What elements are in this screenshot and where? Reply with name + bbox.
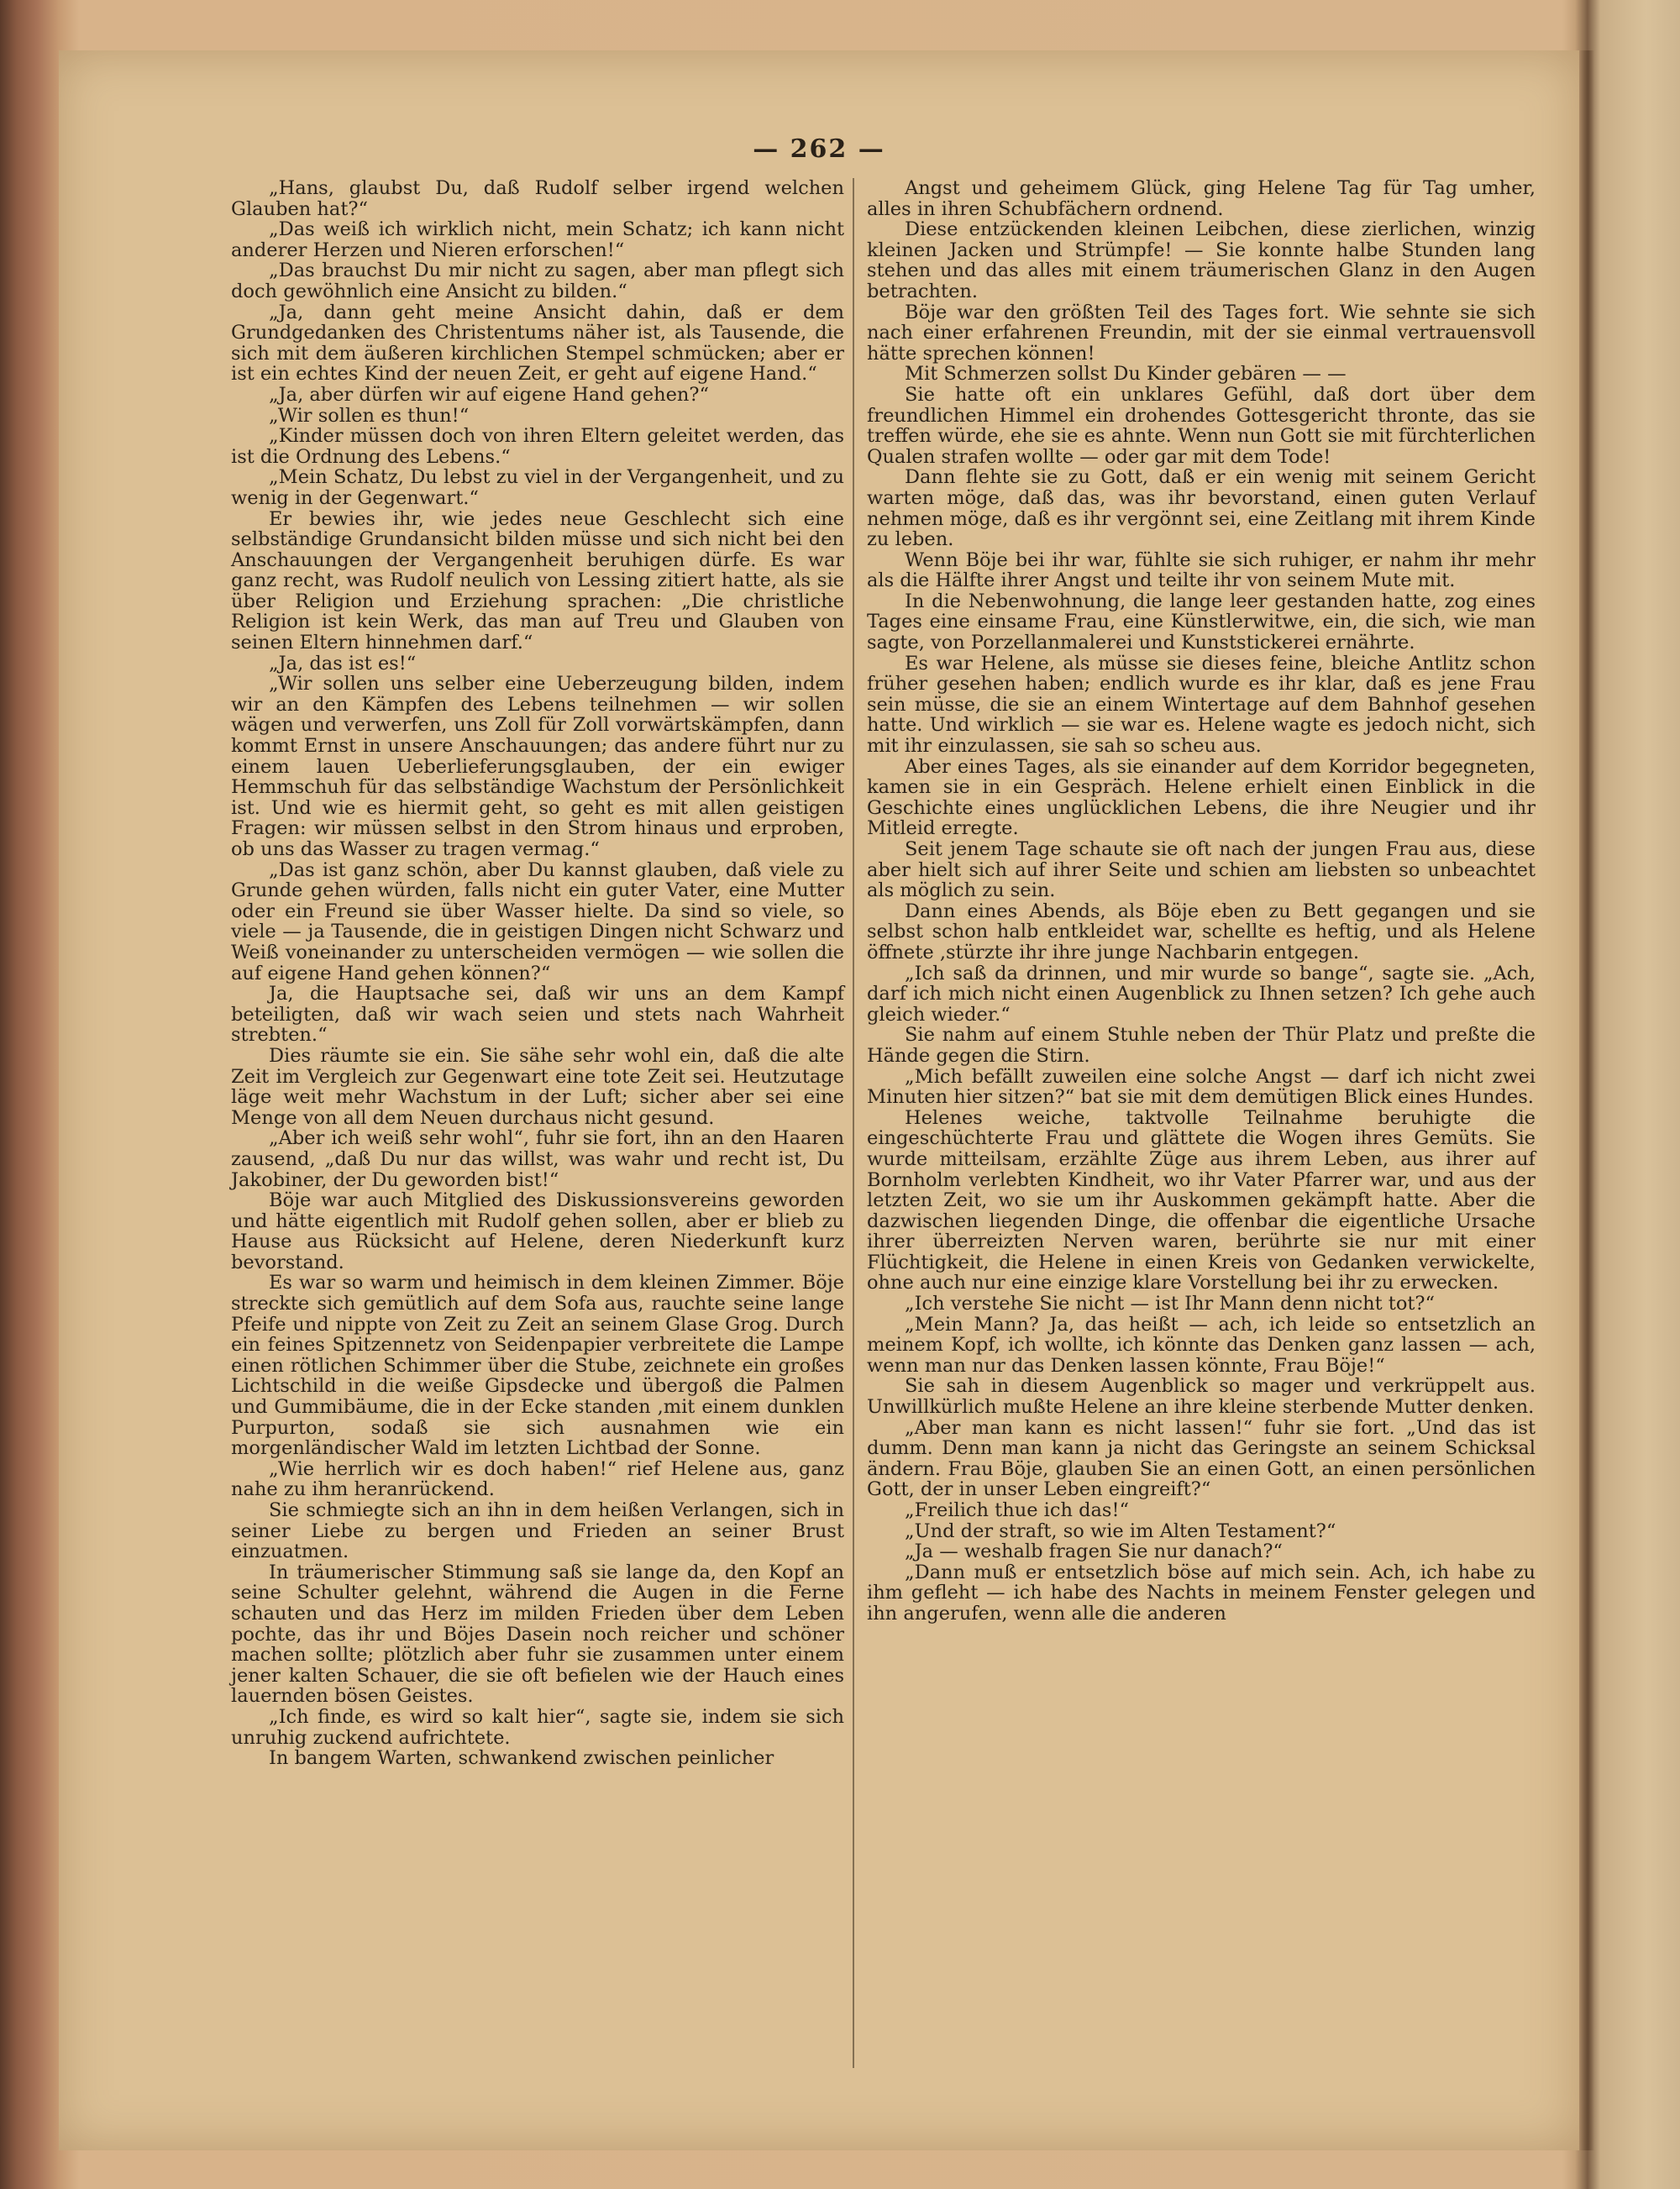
paragraph: „Ich finde, es wird so kalt hier“, sagte sie, indem sie sich unruhig zuckend aufrichtete. xyxy=(231,1705,844,1749)
paragraph: Böje war den größten Teil des Tages fort. Wie sehnte sie sich nach einer erfahrenen Freundin, mit der sie einmal vertrauensvoll hätte sprechen können! xyxy=(867,301,1536,365)
page-gutter xyxy=(1579,50,1594,2150)
paragraph: Diese entzückenden kleinen Leibchen, diese zierlichen, winzig kleinen Jacken und Strümpfe! — Sie konnte halbe Stunden lang stehen und das alles mit einem träumerischen Glanz in den Augen betrachten. xyxy=(867,218,1536,302)
paragraph: „Dann muß er entsetzlich böse auf mich sein. Ach, ich habe zu ihm gefleht — ich habe des Nachts in meinem Fenster gelegen und ihn angerufen, wenn alle die anderen xyxy=(867,1561,1536,1625)
paragraph: „Ich verstehe Sie nicht — ist Ihr Mann denn nicht tot?“ xyxy=(905,1293,1435,1315)
paragraph: „Ja — weshalb fragen Sie nur danach?“ xyxy=(905,1541,1283,1563)
paragraph: Helenes weiche, taktvolle Teilnahme beruhigte die eingeschüchterte Frau und glättete die Wogen ihres Gemüts. Sie wurde mitteilsam, erzählte Züge aus ihrem Leben, aus ihrer auf Bornholm verlebten Kindheit, wo ihr Vater Pfarrer war, und aus der letzten Zeit, wo sie um ihr Auskommen gekämpft hatte. Aber die dazwischen liegenden Dinge, die offenbar die eigentliche Ursache ihrer überreizten Nerven waren, berührte sie nur mit einer Flüchtigkeit, die Helene in einen Kreis von Gedanken verwickelte, ohne auch nur eine einzige klare Vorstellung bei ihr zu erwecken. xyxy=(867,1106,1536,1294)
paragraph: In träumerischer Stimmung saß sie lange da, den Kopf an seine Schulter gelehnt, während die Augen in die Ferne schauten und das Herz im milden Frieden über dem Leben pochte, das ihr und Böjes Dasein noch reicher und schöner machen sollte; plötzlich aber fuhr sie zusammen unter einem jener kalten Schauer, die sie oft befielen wie der Hauch eines lauernden bösen Geistes. xyxy=(231,1561,844,1708)
newspaper-page xyxy=(59,50,1579,2150)
paragraph: Es war Helene, als müsse sie dieses feine, bleiche Antlitz schon früher gesehen haben; endlich wurde es ihr klar, daß es jene Frau sein müsse, die sie an einem Wintertage auf dem Bahnhof gesehen hatte. Und wirklich — sie war es. Helene wagte es jedoch nicht, sich mit ihr einzulassen, sie sah so scheu aus. xyxy=(867,652,1536,758)
paragraph: „Mein Schatz, Du lebst zu viel in der Vergangenheit, und zu wenig in der Gegenwart.“ xyxy=(231,466,844,509)
paragraph: „Ich saß da drinnen, und mir wurde so bange“, sagte sie. „Ach, darf ich mich nicht einen Augenblick zu Ihnen setzen? Ich gehe auch gleich wieder.“ xyxy=(867,962,1536,1026)
paragraph: In die Nebenwohnung, die lange leer gestanden hatte, zog eines Tages eine einsame Frau, eine Künstlerwitwe, ein, die sich, wie man sagte, von Porzellanmalerei und Kunststickerei ernährte. xyxy=(867,590,1536,654)
paragraph: In bangem Warten, schwankend zwischen peinlicher xyxy=(269,1747,774,1770)
paragraph: „Hans, glaubst Du, daß Rudolf selber irgend welchen Glauben hat?“ xyxy=(231,177,844,220)
left-column xyxy=(231,178,844,1769)
paragraph: „Und der straft, so wie im Alten Testament?“ xyxy=(905,1520,1336,1542)
paragraph: „Kinder müssen doch von ihren Eltern geleitet werden, das ist die Ordnung des Lebens.“ xyxy=(231,425,844,468)
paragraph: „Freilich thue ich das!“ xyxy=(905,1499,1130,1521)
paragraph: Angst und geheimem Glück, ging Helene Tag für Tag umher, alles in ihren Schubfächern ordnend. xyxy=(867,177,1536,220)
paragraph: „Mein Mann? Ja, das heißt — ach, ich leide so entsetzlich an meinem Kopf, ich wollte, ich könnte das Denken ganz lassen — ach, wenn man nur das Denken lassen könnte, Frau Böje!“ xyxy=(867,1313,1536,1377)
paragraph: „Wir sollen es thun!“ xyxy=(269,404,470,427)
right-column xyxy=(867,178,1536,1625)
paragraph: Sie nahm auf einem Stuhle neben der Thür Platz und preßte die Hände gegen die Stirn. xyxy=(867,1024,1536,1067)
paragraph: Sie sah in diesem Augenblick so mager und verkrüppelt aus. Unwillkürlich mußte Helene an ihre kleine sterbende Mutter denken. xyxy=(867,1375,1536,1419)
paragraph: „Wir sollen uns selber eine Ueberzeugung bilden, indem wir an den Kämpfen des Lebens teilnehmen — wir sollen wägen und verwerfen, uns Zoll für Zoll vorwärtskämpfen, dann kommt Ernst in unsere Anschauungen; das andere führt nur zu einem lauen Ueberlieferungsglauben, der ein ewiger Hemmschuh für das selbständige Wachstum der Persönlichkeit ist. Und wie es hiermit geht, so geht es mit allen geistigen Fragen: wir müssen selbst in den Strom hinaus und erproben, ob uns das Wasser zu tragen vermag.“ xyxy=(231,673,844,860)
paragraph: Seit jenem Tage schaute sie oft nach der jungen Frau aus, diese aber hielt sich auf ihrer Seite und schien am liebsten so unbeachtet als möglich zu sein. xyxy=(867,838,1536,902)
paragraph: „Ja, das ist es!“ xyxy=(269,652,417,675)
paragraph: „Das ist ganz schön, aber Du kannst glauben, daß viele zu Grunde gehen würden, falls nicht ein guter Vater, eine Mutter oder ein Freund sie über Wasser hielte. Da sind so viele, so viele — ja Tausende, die in geistigen Dingen nicht Schwarz und Weiß voneinander zu unterscheiden vermögen — wie sollen die auf eigene Hand gehen können?“ xyxy=(231,858,844,984)
paragraph: Dann eines Abends, als Böje eben zu Bett gegangen und sie selbst schon halb entkleidet war, schellte es heftig, und als Helene öffnete ,stürzte ihr ihre junge Nachbarin entgegen. xyxy=(867,900,1536,963)
paragraph: „Das weiß ich wirklich nicht, mein Schatz; ich kann nicht anderer Herzen und Nieren erforschen!“ xyxy=(231,218,844,261)
paragraph: „Mich befällt zuweilen eine solche Angst — darf ich nicht zwei Minuten hier sitzen?“ bat sie mit dem demütigen Blick eines Hundes. xyxy=(867,1065,1536,1109)
paragraph: „Ja, aber dürfen wir auf eigene Hand gehen?“ xyxy=(269,383,709,406)
paragraph: Sie schmiegte sich an ihn in dem heißen Verlangen, sich in seiner Liebe zu bergen und Frieden an seiner Brust einzuatmen. xyxy=(231,1499,844,1563)
paragraph: Dann flehte sie zu Gott, daß er ein wenig mit seinem Gericht warten möge, daß das, was ihr bevorstand, einen guten Verlauf nehmen möge, daß es ihr vergönnt sei, eine Zeitlang mit ihrem Kinde zu leben. xyxy=(867,466,1536,551)
paragraph: „Wie herrlich wir es doch haben!“ rief Helene aus, ganz nahe zu ihm heranrückend. xyxy=(231,1457,844,1501)
paragraph: „Aber man kann es nicht lassen!“ fuhr sie fort. „Und das ist dumm. Denn man kann ja nicht das Geringste an seinem Schicksal ändern. Frau Böje, glauben Sie an einen Gott, an einen persönlichen Gott, der in unser Leben eingreift?“ xyxy=(867,1416,1536,1501)
page-number: — 262 — xyxy=(753,134,885,164)
paragraph: Dies räumte sie ein. Sie sähe sehr wohl ein, daß die alte Zeit im Vergleich zur Gegenwart eine tote Zeit sei. Heutzutage läge weit mehr Wachstum in der Luft; sicher aber sei eine Menge von all dem Neuen durchaus nicht gesund. xyxy=(231,1044,844,1129)
paragraph: Sie hatte oft ein unklares Gefühl, daß dort über dem freundlichen Himmel ein drohendes Gottesgericht thronte, das sie treffen würde, ehe sie es ahnte. Wenn nun Gott sie mit fürchterlichen Qualen strafen wollte — oder gar mit dem Tode! xyxy=(867,383,1536,468)
paragraph: „Das brauchst Du mir nicht zu sagen, aber man pflegt sich doch gewöhnlich eine Ansicht zu bilden.“ xyxy=(231,260,844,302)
paragraph: Böje war auch Mitglied des Diskussionsvereins geworden und hätte eigentlich mit Rudolf gehen sollen, aber er blieb zu Hause aus Rücksicht auf Helene, deren Niederkunft kurz bevorstand. xyxy=(231,1189,844,1273)
paragraph: Wenn Böje bei ihr war, fühlte sie sich ruhiger, er nahm ihr mehr als die Hälfte ihrer Angst und teilte ihr von seinem Mute mit. xyxy=(867,549,1536,592)
paragraph: Aber eines Tages, als sie einander auf dem Korridor begegneten, kamen sie in ein Gespräch. Helene erhielt einen Einblick in die Geschichte eines unglücklichen Lebens, die ihre Neugier und ihr Mitleid erregte. xyxy=(867,755,1536,840)
paragraph: Ja, die Hauptsache sei, daß wir uns an dem Kampf beteiligten, daß wir wach seien und stets nach Wahrheit strebten.“ xyxy=(231,983,844,1047)
paragraph: „Ja, dann geht meine Ansicht dahin, daß er dem Grundgedanken des Christentums näher ist, als Tausende, die sich mit dem äußeren kirchlichen Stempel schmücken; aber er ist ein echtes Kind der neuen Zeit, er geht auf eigene Hand.“ xyxy=(231,301,844,386)
paragraph: „Aber ich weiß sehr wohl“, fuhr sie fort, ihn an den Haaren zausend, „daß Du nur das willst, was wahr und recht ist, Du Jakobiner, der Du geworden bist!“ xyxy=(231,1127,844,1191)
paragraph: Er bewies ihr, wie jedes neue Geschlecht sich eine selbständige Grundansicht bilden müsse und sich nicht bei den Anschauungen der Vergangenheit beruhigen dürfe. Es war ganz recht, was Rudolf neulich von Lessing zitiert hatte, als sie über Religion und Erziehung sprachen: „Die christliche Religion ist kein Werk, das man auf Treu und Glauben von seinen Eltern hinnehmen darf.“ xyxy=(231,507,844,654)
paragraph: Es war so warm und heimisch in dem kleinen Zimmer. Böje streckte sich gemütlich auf dem Sofa aus, rauchte seine lange Pfeife und nippte von Zeit zu Zeit an seinem Glase Grog. Durch ein feines Spitzennetz von Seidenpapier verbreitete die Lampe einen rötlichen Schimmer über die Stube, zeichnete ein großes Lichtschild in die weiße Gipsdecke und übergoß die Palmen und Gummibäume, die in der Ecke standen ,mit einem dunklen Purpurton, sodaß sie sich ausnahmen wie ein morgenländischer Wald im letzten Lichtbad der Sonne. xyxy=(231,1272,844,1460)
column-divider xyxy=(853,178,854,2068)
paragraph: Mit Schmerzen sollst Du Kinder gebären — — xyxy=(905,363,1347,386)
